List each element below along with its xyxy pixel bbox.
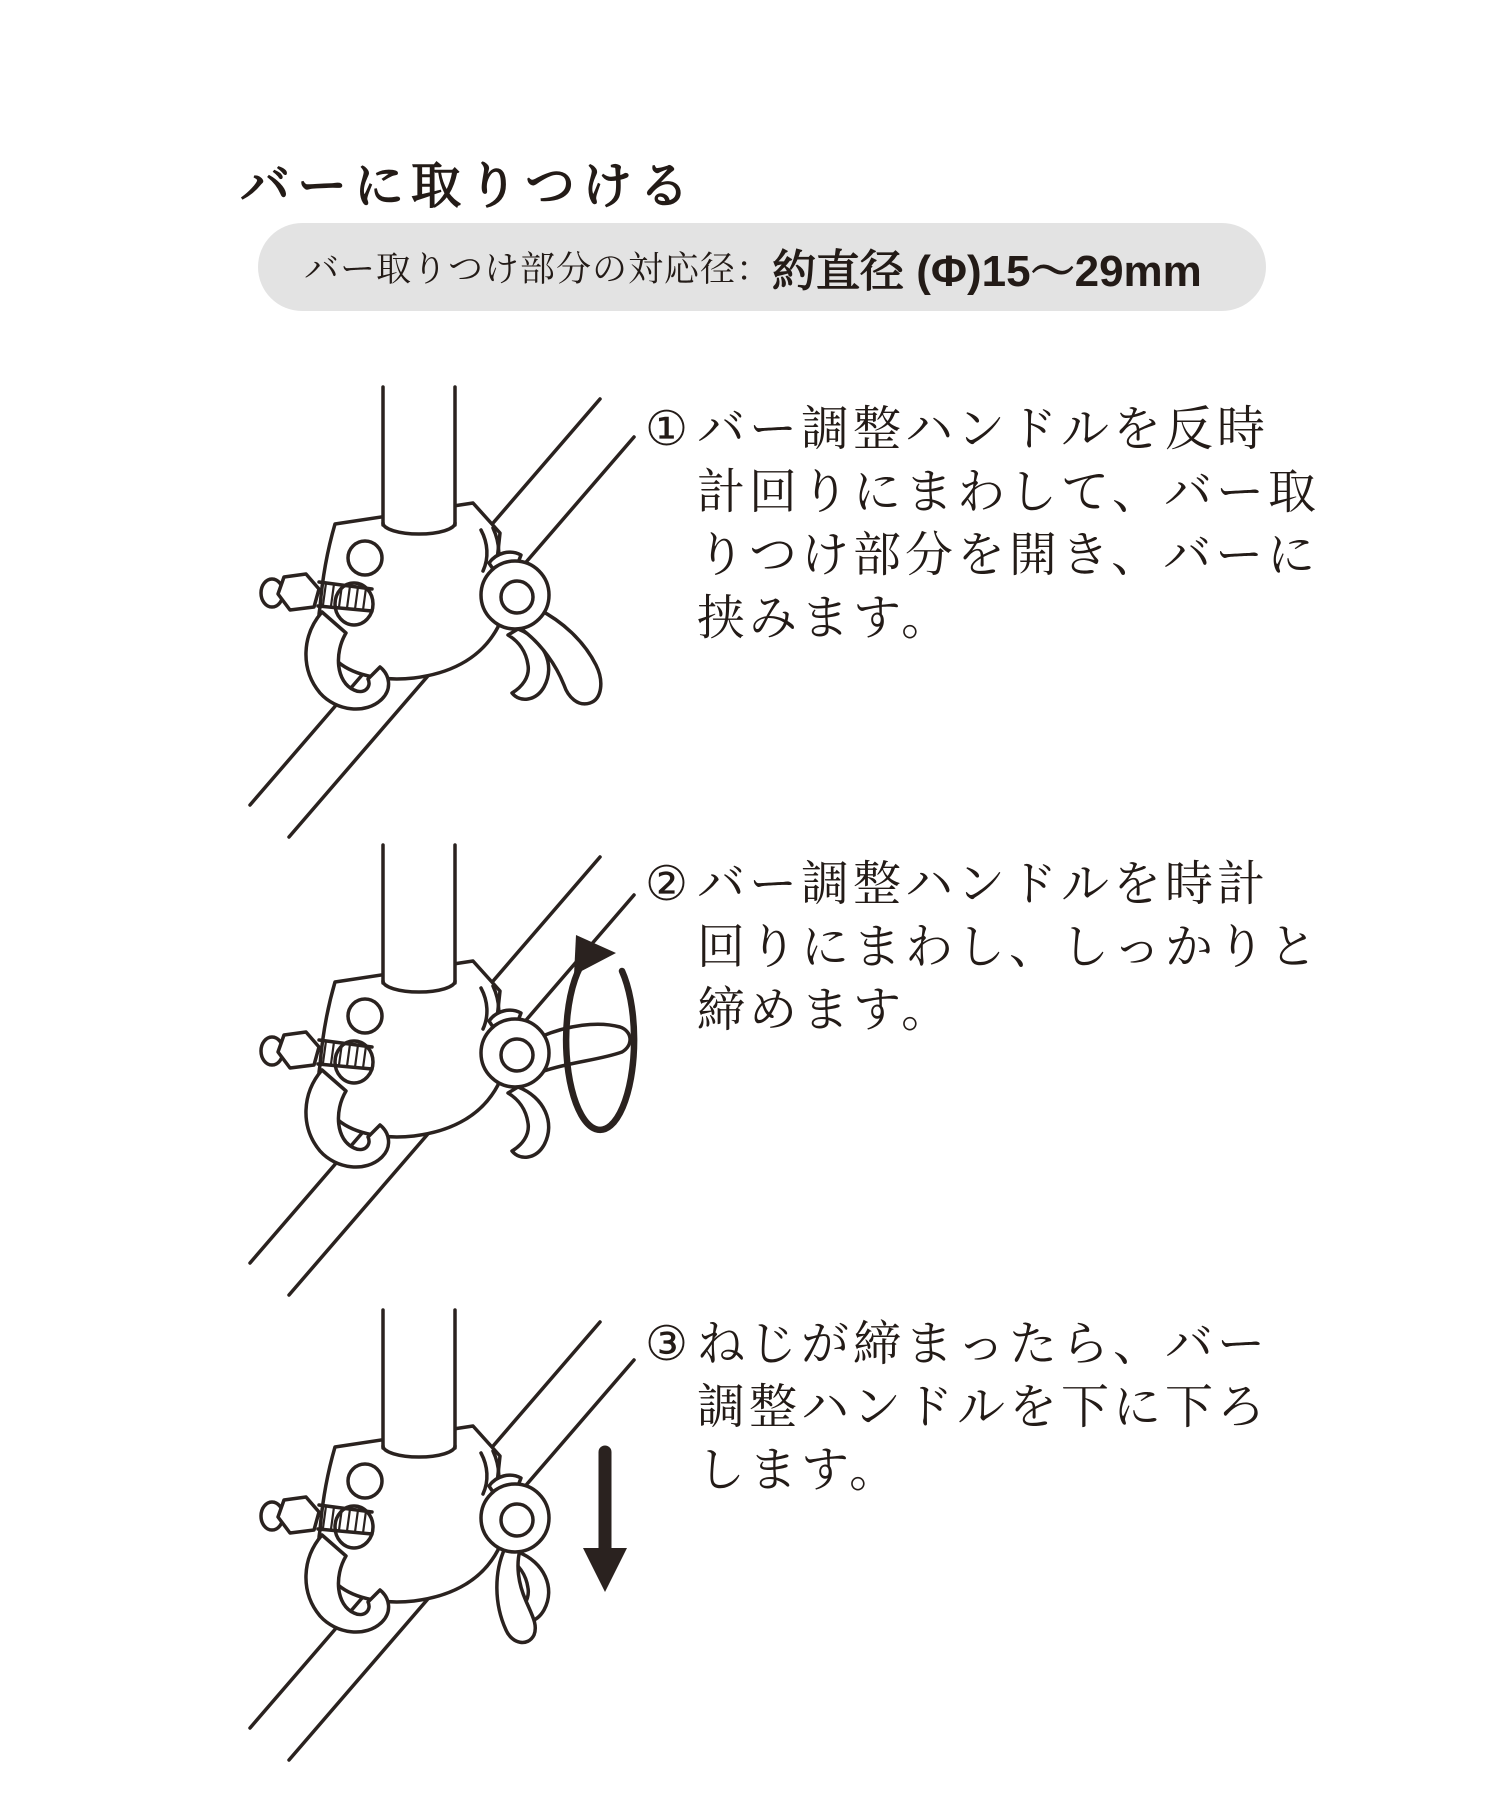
spec-pill-label: バー取りつけ部分の対応径： bbox=[304, 250, 773, 289]
pivot-hole bbox=[348, 999, 382, 1033]
pivot-hole bbox=[348, 1464, 382, 1498]
step-line: 調整ハンドルを下に下ろ bbox=[697, 1381, 1270, 1434]
step-line: りつけ部分を開き、バーに bbox=[697, 529, 1320, 582]
lever-boss-hub bbox=[501, 1504, 533, 1536]
step-number: ③ bbox=[645, 1318, 693, 1371]
right-hook bbox=[508, 1087, 549, 1157]
pole bbox=[383, 1310, 455, 1457]
lever-boss-hub bbox=[501, 581, 533, 613]
step-line: 挟みます。 bbox=[697, 592, 954, 645]
step-line: します。 bbox=[697, 1444, 902, 1497]
clamp-illustration-step2 bbox=[222, 835, 652, 1315]
pole bbox=[383, 845, 455, 992]
step-number: ① bbox=[645, 403, 693, 456]
spec-pill bbox=[258, 223, 1266, 311]
pole bbox=[383, 387, 455, 534]
step-2 bbox=[645, 853, 1345, 1042]
step-number: ② bbox=[645, 858, 693, 911]
page-title: バーに取りつける bbox=[240, 157, 696, 214]
step-3 bbox=[645, 1313, 1345, 1502]
clamp-illustration-step3 bbox=[222, 1300, 652, 1780]
step-line: 締めます。 bbox=[697, 984, 954, 1037]
step-line: 計回りにまわして、バー取 bbox=[697, 466, 1321, 519]
down-arrow-icon bbox=[583, 1452, 627, 1592]
step-1 bbox=[645, 398, 1345, 650]
step-line: バー調整ハンドルを反時 bbox=[697, 403, 1270, 456]
spec-pill-value: 約直径 (Φ)15～29mm bbox=[772, 247, 1202, 296]
step-instruction bbox=[697, 1313, 1269, 1502]
step-line: 回りにまわし、しっかりと bbox=[697, 921, 1322, 974]
pivot-hole bbox=[348, 541, 382, 575]
step-line: ねじが締まったら、バー bbox=[697, 1318, 1270, 1371]
clamp-illustration-step1 bbox=[222, 377, 652, 857]
lever-boss-hub bbox=[501, 1039, 533, 1071]
step-instruction bbox=[697, 853, 1321, 1042]
step-line: バー調整ハンドルを時計 bbox=[697, 858, 1270, 911]
step-instruction bbox=[697, 398, 1320, 650]
